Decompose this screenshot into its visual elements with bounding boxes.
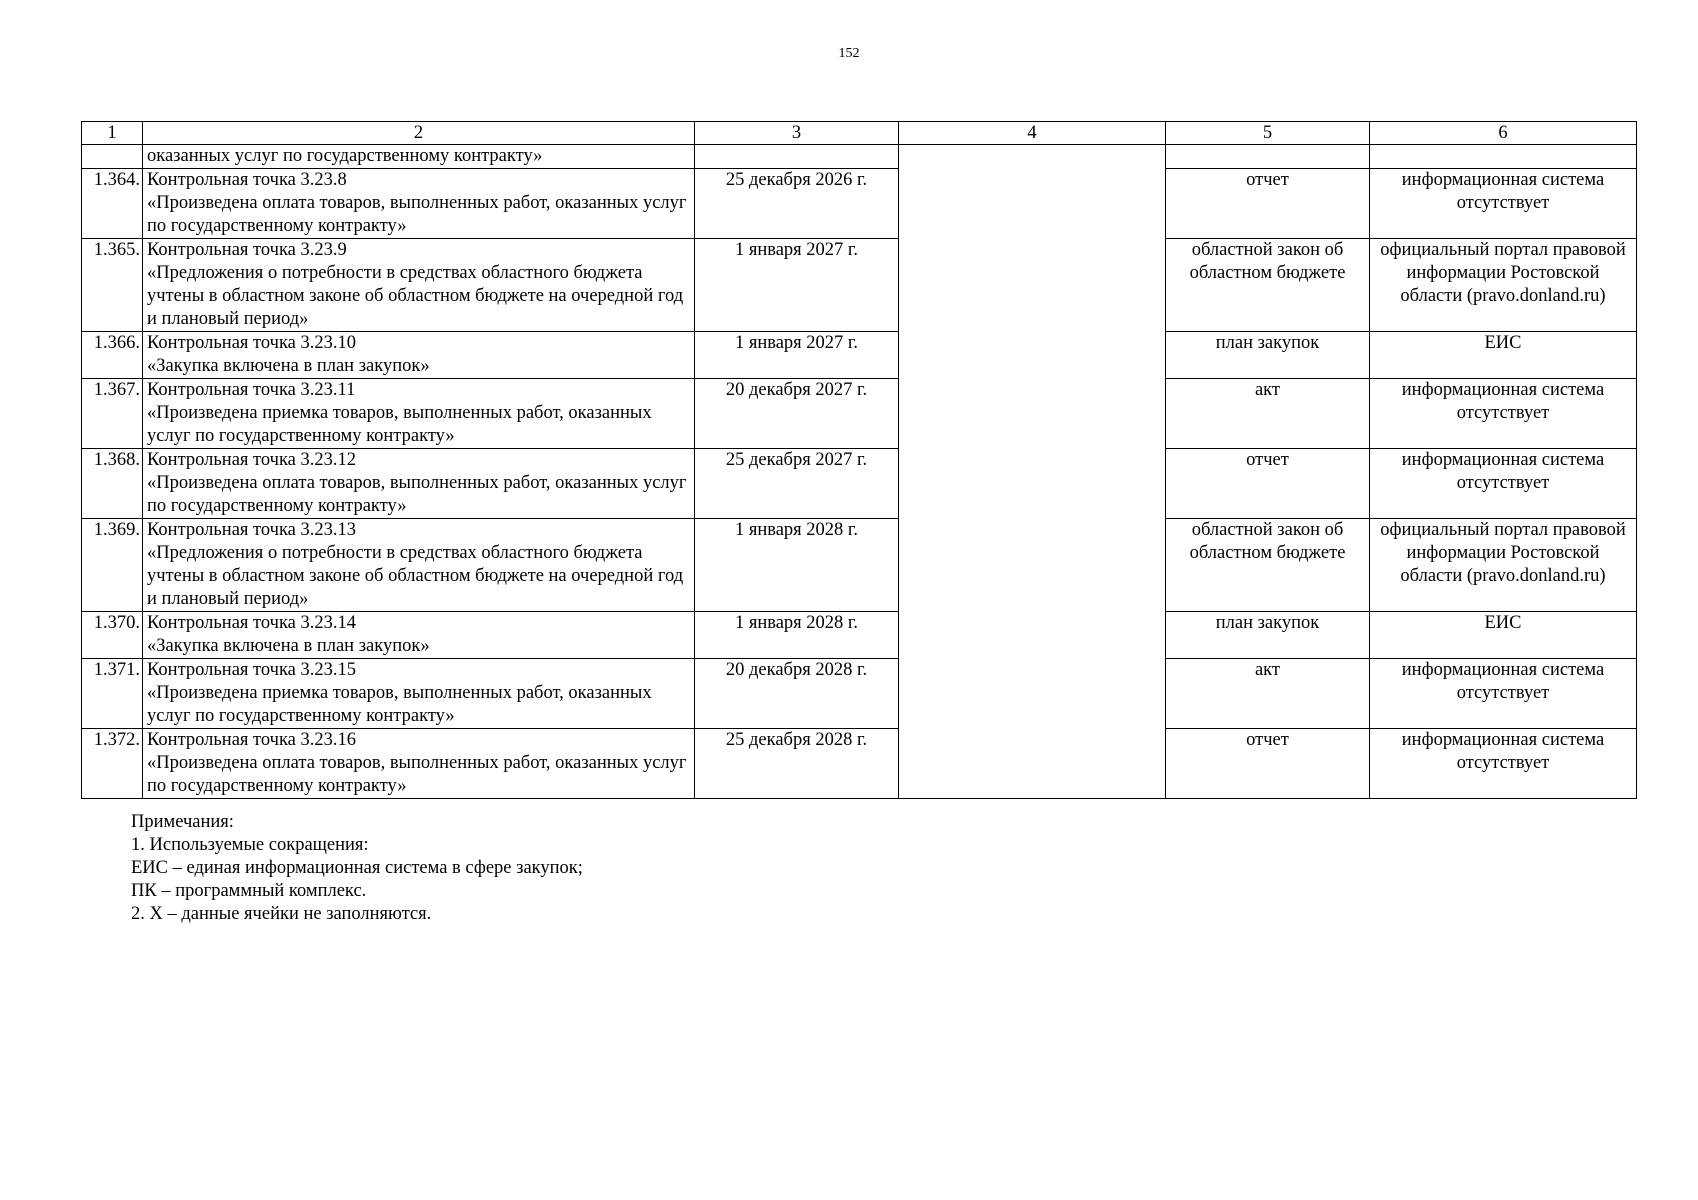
notes-line: 2. Х – данные ячейки не заполняются.	[131, 904, 432, 924]
table-row	[82, 332, 1637, 379]
row-number: 1.365.	[82, 239, 143, 332]
due-date: 1 января 2028 г.	[695, 519, 899, 612]
due-date: 25 декабря 2028 г.	[695, 729, 899, 799]
table-row	[82, 379, 1637, 449]
notes-line: ЕИС – единая информационная система в сфере закупок;	[131, 858, 583, 878]
control-point-label: Контрольная точка 3.23.10	[147, 333, 357, 353]
control-point-cell	[143, 729, 695, 799]
continuation-doc	[1166, 145, 1370, 169]
column-4-merged-cell	[899, 145, 1166, 799]
control-point-label: Контрольная точка 3.23.12	[147, 450, 357, 470]
due-date: 25 декабря 2026 г.	[695, 169, 899, 239]
notes-line: ПК – программный комплекс.	[131, 881, 367, 901]
information-system: ЕИС	[1370, 612, 1637, 659]
continuation-num	[82, 145, 143, 169]
document-type: областной закон об областном бюджете	[1166, 519, 1370, 612]
control-point-description: «Произведена приемка товаров, выполненных работ, оказанных услуг по государственному контракту»	[147, 403, 652, 446]
information-system: информационная система отсутствует	[1370, 449, 1637, 519]
notes-section	[131, 811, 583, 926]
row-number: 1.369.	[82, 519, 143, 612]
table-row	[82, 612, 1637, 659]
information-system: ЕИС	[1370, 332, 1637, 379]
control-point-description: «Произведена оплата товаров, выполненных работ, оказанных услуг по государственному контракту»	[147, 753, 687, 796]
document-type: план закупок	[1166, 612, 1370, 659]
notes-line: 1. Используемые сокращения:	[131, 835, 369, 855]
control-point-cell	[143, 379, 695, 449]
information-system: официальный портал правовой информации Ростовской области (pravo.donland.ru)	[1370, 239, 1637, 332]
table-body	[82, 145, 1637, 799]
row-number: 1.366.	[82, 332, 143, 379]
row-number: 1.371.	[82, 659, 143, 729]
row-number: 1.370.	[82, 612, 143, 659]
header-cell-6: 6	[1370, 122, 1637, 145]
table-row	[82, 519, 1637, 612]
row-number: 1.372.	[82, 729, 143, 799]
control-point-label: Контрольная точка 3.23.15	[147, 660, 357, 680]
header-cell-1: 1	[82, 122, 143, 145]
header-cell-4: 4	[899, 122, 1166, 145]
control-point-cell	[143, 612, 695, 659]
notes-title: Примечания:	[131, 812, 234, 832]
control-point-cell	[143, 659, 695, 729]
control-point-cell	[143, 239, 695, 332]
continuation-row	[82, 145, 1637, 169]
due-date: 20 декабря 2027 г.	[695, 379, 899, 449]
continuation-date	[695, 145, 899, 169]
information-system: информационная система отсутствует	[1370, 659, 1637, 729]
document-type: акт	[1166, 659, 1370, 729]
table-row	[82, 659, 1637, 729]
header-cell-2: 2	[143, 122, 695, 145]
information-system: информационная система отсутствует	[1370, 169, 1637, 239]
table-row	[82, 239, 1637, 332]
control-point-description: «Предложения о потребности в средствах областного бюджета учтены в областном законе об областном бюджете на очередной год и плановый период»	[147, 543, 684, 609]
control-point-cell	[143, 169, 695, 239]
control-points-table	[81, 121, 1637, 799]
control-point-label: Контрольная точка 3.23.9	[147, 240, 347, 260]
control-point-label: Контрольная точка 3.23.11	[147, 380, 356, 400]
table-row	[82, 169, 1637, 239]
document-type: акт	[1166, 379, 1370, 449]
header-cell-3: 3	[695, 122, 899, 145]
control-point-description: «Произведена оплата товаров, выполненных работ, оказанных услуг по государственному контракту»	[147, 193, 687, 236]
control-point-description: «Закупка включена в план закупок»	[147, 356, 430, 376]
control-point-cell	[143, 449, 695, 519]
row-number: 1.364.	[82, 169, 143, 239]
control-point-cell	[143, 332, 695, 379]
continuation-text: оказанных услуг по государственному контракту»	[143, 145, 695, 169]
control-point-description: «Произведена оплата товаров, выполненных работ, оказанных услуг по государственному контракту»	[147, 473, 687, 516]
control-point-label: Контрольная точка 3.23.16	[147, 730, 357, 750]
control-point-label: Контрольная точка 3.23.8	[147, 170, 347, 190]
due-date: 25 декабря 2027 г.	[695, 449, 899, 519]
header-row	[82, 122, 1637, 145]
row-number: 1.368.	[82, 449, 143, 519]
due-date: 1 января 2028 г.	[695, 612, 899, 659]
control-point-label: Контрольная точка 3.23.13	[147, 520, 357, 540]
control-point-description: «Произведена приемка товаров, выполненных работ, оказанных услуг по государственному контракту»	[147, 683, 652, 726]
control-point-description: «Закупка включена в план закупок»	[147, 636, 430, 656]
control-point-label: Контрольная точка 3.23.14	[147, 613, 357, 633]
table-row	[82, 729, 1637, 799]
continuation-system	[1370, 145, 1637, 169]
page-number: 152	[838, 46, 860, 61]
due-date: 1 января 2027 г.	[695, 332, 899, 379]
information-system: официальный портал правовой информации Ростовской области (pravo.donland.ru)	[1370, 519, 1637, 612]
document-type: отчет	[1166, 169, 1370, 239]
due-date: 20 декабря 2028 г.	[695, 659, 899, 729]
due-date: 1 января 2027 г.	[695, 239, 899, 332]
document-type: план закупок	[1166, 332, 1370, 379]
document-type: областной закон об областном бюджете	[1166, 239, 1370, 332]
document-type: отчет	[1166, 449, 1370, 519]
document-type: отчет	[1166, 729, 1370, 799]
header-cell-5: 5	[1166, 122, 1370, 145]
information-system: информационная система отсутствует	[1370, 379, 1637, 449]
control-point-description: «Предложения о потребности в средствах областного бюджета учтены в областном законе об областном бюджете на очередной год и плановый период»	[147, 263, 684, 329]
information-system: информационная система отсутствует	[1370, 729, 1637, 799]
control-point-cell	[143, 519, 695, 612]
table-row	[82, 449, 1637, 519]
row-number: 1.367.	[82, 379, 143, 449]
